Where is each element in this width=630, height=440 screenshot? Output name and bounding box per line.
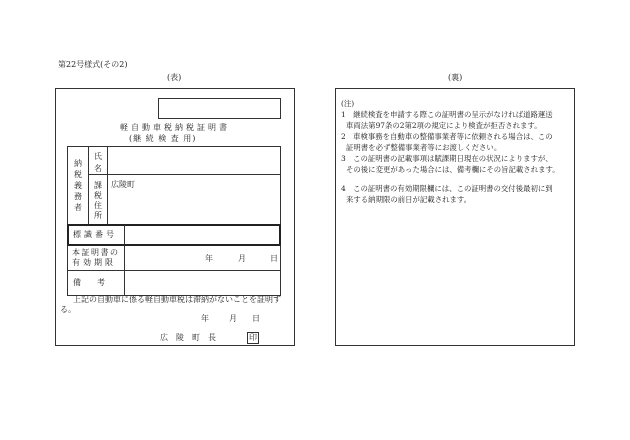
seal-stamp: 印 — [249, 333, 257, 342]
issuer-name: 広 陵 町 長 — [160, 333, 216, 342]
date-day: 日 — [252, 314, 260, 323]
note-3-line1: 3 この証明書の記載事項は賦課期日現在の状況によりますが、 — [341, 154, 553, 163]
note-3-line2: その後に変更があった場合には、備考欄にその旨記載されます。 — [346, 165, 560, 174]
certificate-title: 軽自動車税納税証明書 — [120, 123, 230, 132]
note-4-line2: 来する納期限の前日が記載されます。 — [346, 195, 472, 204]
note-1-line1: 1 継続検査を申請する際この証明書の呈示がなければ道路運送 — [341, 110, 553, 119]
taxpayer-label: 納税義務者 — [74, 159, 82, 212]
stamp-box — [158, 98, 281, 119]
certify-line2: る。 — [60, 305, 76, 314]
certify-line1: 上記の自動車に係る軽自動車税は滞納がないことを証明す — [73, 295, 281, 304]
notes-heading: (注) — [341, 99, 355, 108]
validity-year: 年 — [205, 254, 213, 263]
certificate-subtitle: (継 続 検 査 用) — [129, 134, 197, 143]
form-number: 第22号様式(その2) — [58, 60, 128, 69]
note-2-line1: 2 車検事務を自動車の整備事業者等に依頼される場合は、この — [341, 132, 553, 141]
name-label: 氏名 — [94, 152, 102, 173]
back-side-label: (裏) — [448, 73, 463, 82]
validity-label-line1: 本証明書の — [72, 248, 120, 257]
address-label: 課税住所 — [94, 181, 102, 220]
front-side-label: (表) — [167, 73, 182, 82]
remarks-label: 備 考 — [73, 278, 105, 287]
note-4-line1: 4 この証明書の有効期限欄には、この証明書の交付後最初に到 — [341, 184, 553, 193]
validity-day: 日 — [270, 254, 278, 263]
plate-label: 標識番号 — [73, 230, 117, 239]
date-year: 年 — [201, 314, 209, 323]
validity-month: 月 — [238, 254, 246, 263]
note-2-line2: 証明書を必ず整備事業者等にお渡しください。 — [346, 143, 502, 152]
date-month: 月 — [229, 314, 237, 323]
validity-label-line2: 有効期限 — [72, 258, 116, 267]
note-1-line2: 車両法第97条の2第2項の規定により検査が拒否されます。 — [346, 121, 542, 130]
address-value: 広陵町 — [111, 180, 135, 189]
